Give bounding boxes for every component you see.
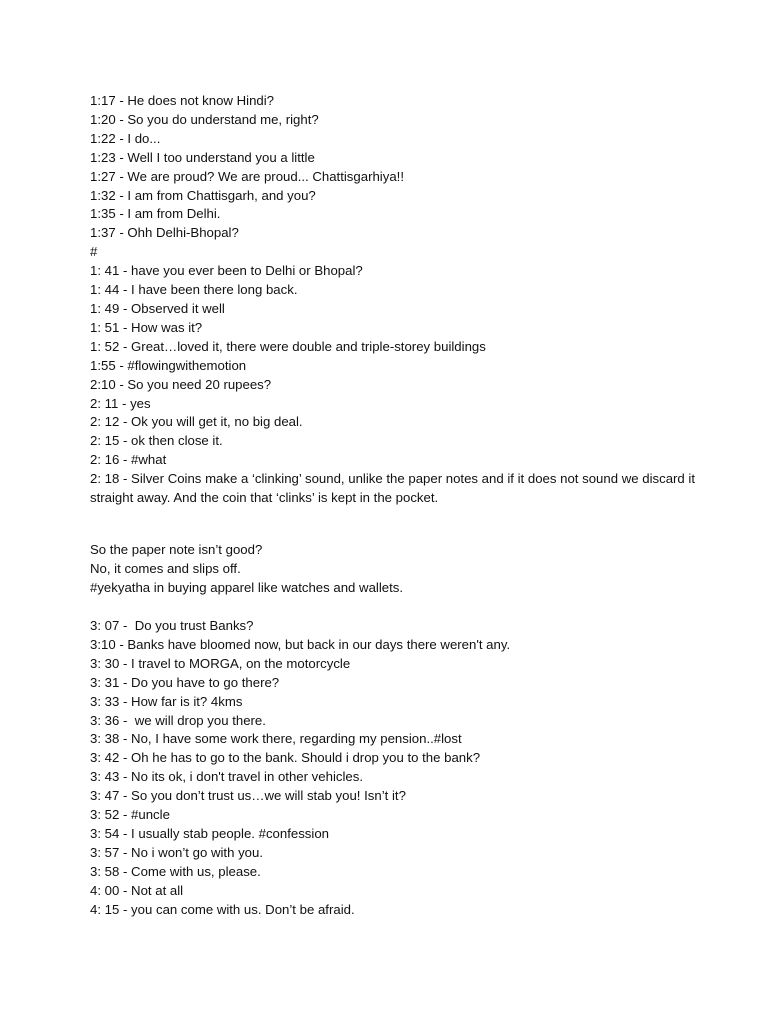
transcript-line: 4: 00 - Not at all (90, 882, 184, 898)
transcript-line: 3: 57 - No i won’t go with you. (90, 844, 263, 860)
transcript-line: 4: 15 - you can come with us. Don’t be afraid. (90, 901, 355, 917)
transcript-line: 1:55 - #flowingwithemotion (90, 357, 247, 373)
transcript-line: 3: 07 - Do you trust Banks? (90, 618, 254, 633)
transcript-line: 2: 16 - #what (90, 452, 167, 468)
transcript-line: 3: 43 - No its ok, i don't travel in other vehicles. (90, 769, 363, 785)
transcript-section-3 (90, 617, 700, 920)
transcript-line: 1:27 - We are proud? We are proud... Chattisgarhiya!! (90, 168, 404, 184)
transcript-line: 2: 18 - Silver Coins make a ‘clinking’ sound, unlike the paper notes and if it does not sound we discard it straight away. And the coin that ‘clinks’ is kept in the pocket. (90, 471, 699, 506)
transcript-line: 1:35 - I am from Delhi. (90, 206, 221, 222)
transcript-line: 1: 49 - Observed it well (90, 300, 225, 316)
transcript-line: 2: 15 - ok then close it. (90, 433, 223, 449)
transcript-line: 1: 52 - Great…loved it, there were double and triple-storey buildings (90, 338, 486, 354)
transcript-line: 1: 41 - have you ever been to Delhi or Bhopal? (90, 263, 363, 279)
transcript-line: 1: 51 - How was it? (90, 319, 203, 335)
transcript-line: # (90, 244, 98, 260)
transcript-line: So the paper note isn’t good? (90, 542, 263, 557)
transcript-line: 3: 47 - So you don’t trust us…we will stab you! Isn’t it? (90, 788, 406, 804)
transcript-line: 2: 11 - yes (90, 395, 151, 411)
transcript-line: 3: 33 - How far is it? 4kms (90, 693, 243, 709)
transcript-line: No, it comes and slips off. (90, 560, 241, 576)
transcript-line: 2: 12 - Ok you will get it, no big deal. (90, 414, 303, 430)
transcript-line: 3: 54 - I usually stab people. #confession (90, 825, 329, 841)
transcript-line: 3: 31 - Do you have to go there? (90, 674, 280, 690)
transcript-line: 1:23 - Well I too understand you a little (90, 149, 315, 165)
transcript-line: 1:17 - He does not know Hindi? (90, 93, 275, 108)
transcript-line: 3: 38 - No, I have some work there, regarding my pension..#lost (90, 731, 462, 747)
transcript-line: 3: 42 - Oh he has to go to the bank. Should i drop you to the bank? (90, 750, 481, 766)
transcript-section-1 (90, 92, 700, 508)
transcript-line: 3: 30 - I travel to MORGA, on the motorcycle (90, 655, 351, 671)
transcript-line: 1:22 - I do... (90, 130, 161, 146)
transcript-line: 1:37 - Ohh Delhi-Bhopal? (90, 225, 239, 241)
transcript-line: 3: 58 - Come with us, please. (90, 863, 261, 879)
transcript-line: 3:10 - Banks have bloomed now, but back in our days there weren't any. (90, 636, 511, 652)
transcript-line: 2:10 - So you need 20 rupees? (90, 376, 272, 392)
transcript-line: #yekyatha in buying apparel like watches and wallets. (90, 579, 404, 595)
transcript-line: 3: 36 - we will drop you there. (90, 712, 266, 728)
transcript-line: 1:20 - So you do understand me, right? (90, 111, 319, 127)
transcript-line: 3: 52 - #uncle (90, 807, 170, 823)
transcript-section-2 (90, 541, 700, 598)
transcript-line: 1:32 - I am from Chattisgarh, and you? (90, 187, 316, 203)
transcript-line: 1: 44 - I have been there long back. (90, 282, 298, 298)
